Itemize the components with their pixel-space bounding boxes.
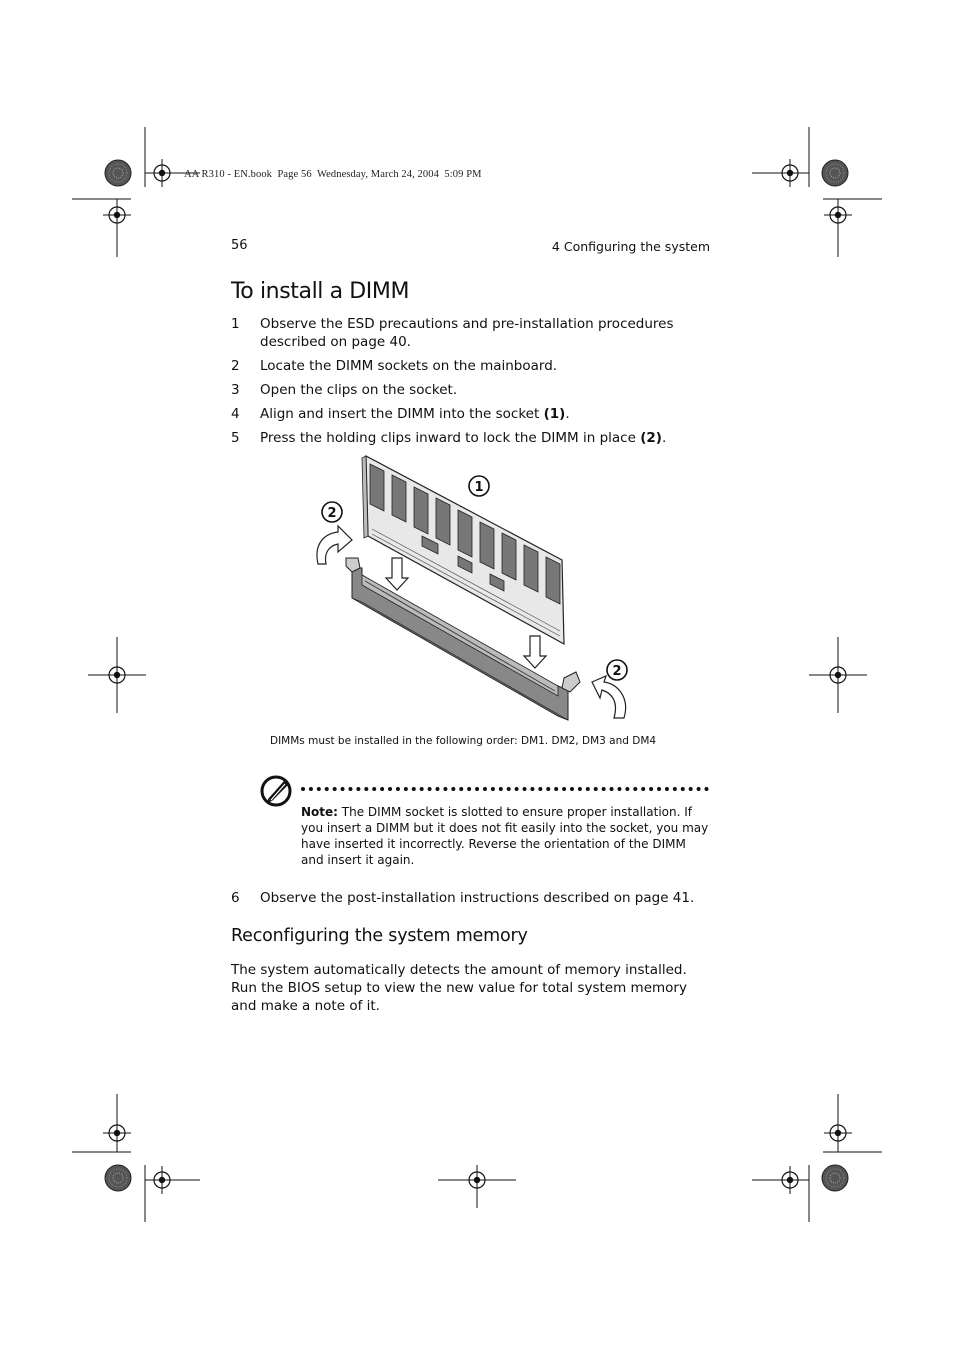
figure-caption: DIMMs must be installed in the following order: DM1. DM2, DM3 and DM4 bbox=[270, 735, 657, 747]
step-text-part: . bbox=[565, 406, 570, 422]
note-label: Note: bbox=[301, 805, 338, 819]
body-paragraph: The system automatically detects the amount of memory installed. Run the BIOS setup to view the new value for total system memory and make a note of it. bbox=[231, 962, 687, 1014]
step-text-part: Align and insert the DIMM into the socket bbox=[260, 406, 544, 422]
note-text bbox=[301, 804, 711, 868]
step-number: 3 bbox=[231, 382, 240, 398]
subsection-title: Reconfiguring the system memory bbox=[231, 926, 528, 946]
step-number: 1 bbox=[231, 316, 240, 332]
socket-clip-right bbox=[562, 672, 580, 692]
step-text bbox=[260, 429, 710, 447]
callout-2-right bbox=[607, 660, 627, 680]
step-number: 4 bbox=[231, 406, 240, 422]
figure-reference: (1) bbox=[543, 406, 566, 422]
note-divider bbox=[301, 787, 709, 791]
note-body: The DIMM socket is slotted to ensure proper installation. If you insert a DIMM but it does not fit easily into the socket, you may have inserted it incorrectly. Reverse the orientation of the DIMM and insert it again. bbox=[301, 805, 709, 867]
callout-1-label: 1 bbox=[474, 480, 484, 495]
list-item bbox=[231, 315, 711, 351]
step-text: Observe the post-installation instructions described on page 41. bbox=[260, 890, 695, 906]
running-header: 4 Configuring the system bbox=[551, 239, 710, 254]
step-text: Observe the ESD precautions and pre-installation procedures described on page 40. bbox=[260, 316, 674, 350]
callout-1 bbox=[469, 476, 489, 496]
step-text: Locate the DIMM sockets on the mainboard. bbox=[260, 358, 558, 374]
callout-2-left bbox=[322, 502, 342, 522]
step-text-part: . bbox=[661, 430, 667, 446]
step-text bbox=[260, 405, 710, 423]
step-text: Open the clips on the socket. bbox=[260, 382, 458, 398]
page-number: 56 bbox=[231, 238, 248, 253]
callout-2-label: 2 bbox=[612, 664, 622, 679]
step-number: 6 bbox=[231, 890, 240, 906]
starburst-icon bbox=[105, 160, 131, 186]
section-title: To install a DIMM bbox=[231, 279, 410, 304]
step-text-part: Press the holding clips inward to lock the DIMM in place bbox=[260, 430, 641, 446]
figure-reference: (2) bbox=[640, 430, 662, 446]
starburst-icon bbox=[105, 1165, 131, 1191]
print-slug-line: AA R310 - EN.book Page 56 Wednesday, March 24, 2004 5:09 PM bbox=[184, 169, 482, 180]
step-number: 5 bbox=[231, 430, 240, 446]
step-number: 2 bbox=[231, 358, 240, 374]
dimm-installation-illustration bbox=[300, 450, 640, 730]
starburst-icon bbox=[822, 160, 848, 186]
note-pen-icon bbox=[259, 773, 295, 809]
starburst-icon bbox=[822, 1165, 848, 1191]
callout-2-label: 2 bbox=[327, 506, 337, 521]
